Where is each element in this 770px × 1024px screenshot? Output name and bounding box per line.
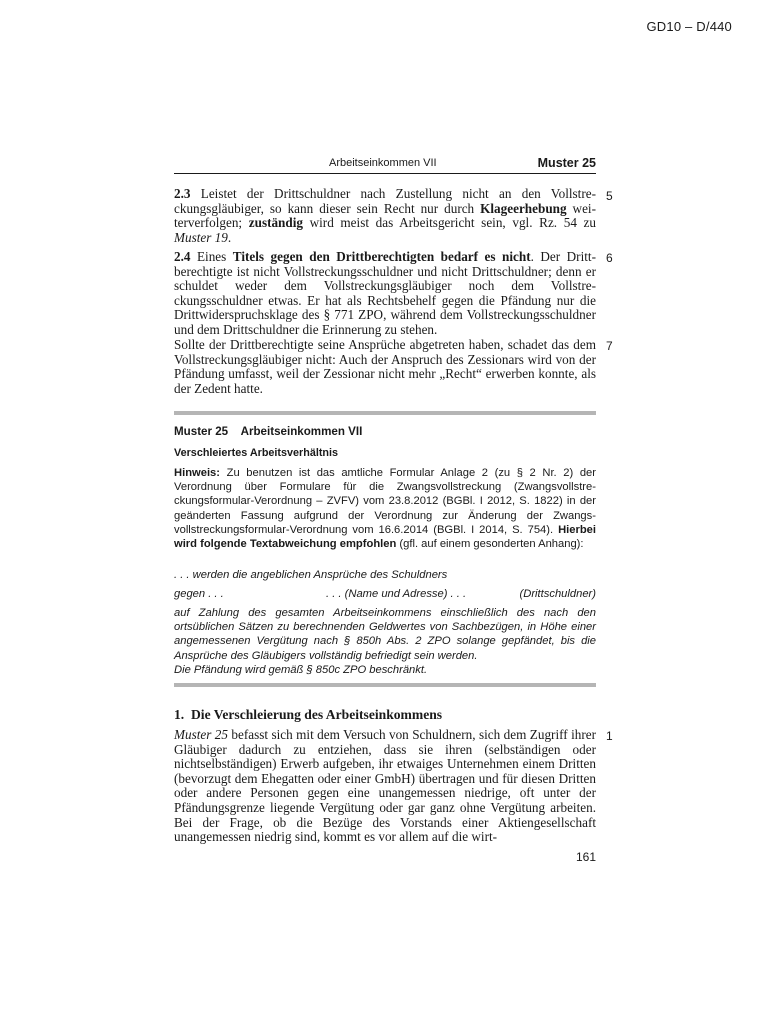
hint-bold: Hierbei wird folgende Textabweichung empfohlen (174, 523, 596, 551)
margin-number: 7 (606, 339, 613, 353)
text-run: befasst sich mit dem Versuch von Schuldnern, sich dem Zugriff ihrer Gläubiger dadurch zu entziehen, dass sie ihren (selbständigen oder nichtselbständigen) Erwerb aufgeben, ihr etwaiges Unternehmen einem Dritten (bevorzugt dem Ehegatten oder einer GmbH) übertragen und für diesen Dritten oder andere Personen gegen eine unangemessen niedrige, oft unter der Pfändungsgrenze liegende Vergütung oder gar ganz ohne Vergütung arbeiten. Bei der Frage, ob die Bezüge des Vorstands einer Aktiengesellschaft unangemessen niedrig sind, kommt es vor allem auf die wirt- (174, 727, 596, 845)
paragraph-number: 2.4 (174, 249, 191, 264)
running-header-title: Arbeitseinkommen VII (329, 157, 437, 169)
section-1-paragraph (174, 728, 596, 845)
form-box-top-rule (174, 411, 596, 415)
margin-number: 5 (606, 189, 613, 203)
page-number: 161 (575, 850, 596, 864)
form-row-drittschuldner-label: (Drittschuldner) (519, 588, 596, 600)
hint-label: Hinweis: (174, 467, 221, 479)
paragraph-number: 2.3 (174, 186, 191, 201)
italic-run: Muster 25 (174, 727, 228, 742)
paragraph-7: Sollte der Drittberechtigte seine Ansprüche abgetreten haben, schadet das dem Vollstreckungsgläubiger nicht: Auch der Anspruch des Zessionars wird von der Pfändung umfasst, weil der Zessionar nicht mehr „Recht“ erwerben konnte, als der Zedent hatte. (174, 337, 596, 396)
text-run: Leistet der Drittschuldner nach Zustellung nicht an den Vollstreckungsgläubiger, so kann dieser sein Recht nur durch (174, 186, 596, 216)
text-run: wird meist das Arbeitsgericht sein, vgl. Rz. 54 zu (302, 215, 596, 231)
document-id: GD10 – D/440 (646, 19, 732, 34)
form-text-line: . . . werden die angeblichen Ansprüche des Schuldners (174, 569, 448, 581)
text-run: weiterverfolgen; (174, 200, 596, 231)
margin-number: 6 (606, 251, 613, 265)
margin-number: 1 (606, 729, 613, 743)
form-row-gegen: gegen . . . (174, 588, 224, 600)
form-box-subtitle: Verschleiertes Arbeitsverhältnis (174, 447, 339, 459)
paragraph-2-4 (174, 250, 596, 338)
hint-tail: (gfl. auf einem gesonderten Anhang): (396, 538, 584, 551)
bold-run: zuständig (248, 215, 303, 231)
hint-text: Zu benutzen ist das amtliche Formular Anlage 2 (zu § 2 Nr. 2) der Verordnung über Formulare für die Zwangsvollstreckung (Zwangsvollstreckungsformular-Verordnung – ZVFV) vom 23.8.2012 (BGBl. I 2012, S. 1822) in der geänderten Fassung aufgrund der Verordnung zur Änderung der Zwangsvollstreckungsformular-Verordnung vom 16.6.2014 (BGBl. I 2014, S. 754). (174, 467, 596, 536)
text-run: . (227, 229, 232, 245)
italic-run: Muster 19 (174, 229, 228, 245)
running-header-pattern: Muster 25 (537, 156, 596, 170)
paragraph-2-3 (174, 187, 596, 245)
bold-run: Titels gegen den Drittberechtigten bedarf es nicht (232, 249, 531, 264)
form-box-hint (174, 466, 596, 551)
running-header (174, 157, 596, 174)
form-row-drittschuldner (174, 588, 596, 602)
section-heading: 1. Die Verschleierung des Arbeitseinkommens (174, 707, 443, 722)
form-text-zahlung: auf Zahlung des gesamten Arbeitseinkommens einschließlich des nach den ortsüblichen Sätzen zu berechnenden Geldwertes von Sachbezügen, in Höhe einer angemessenen Vergütung nach § 850h Abs. 2 ZPO solange gepfändet, bis die Ansprüche des Gläubigers vollständig befriedigt sein werden. (174, 607, 596, 662)
form-row-name-address: . . . (Name und Adresse) . . . (326, 588, 467, 600)
form-box-bottom-rule (174, 683, 596, 687)
form-text-beschraenkt: Die Pfändung wird gemäß § 850c ZPO beschränkt. (174, 664, 428, 676)
text-run: . Der Drittberechtigte ist nicht Vollstreckungsschuldner und nicht Drittschuldner; denn er schuldet weder dem Vollstreckungsgläubiger noch dem Vollstreckungsschuldner etwas. Er hat als Rechtsbehelf gegen die Pfändung nur die Drittwiderspruchsklage des § 771 ZPO, während dem Vollstreckungsschuldner und dem Drittschuldner die Erinnerung zu stehen. (174, 249, 596, 337)
text-run: Eines (190, 249, 233, 264)
form-box-title: Muster 25 Arbeitseinkommen VII (174, 425, 363, 438)
bold-run: Klageerhebung (480, 200, 567, 216)
